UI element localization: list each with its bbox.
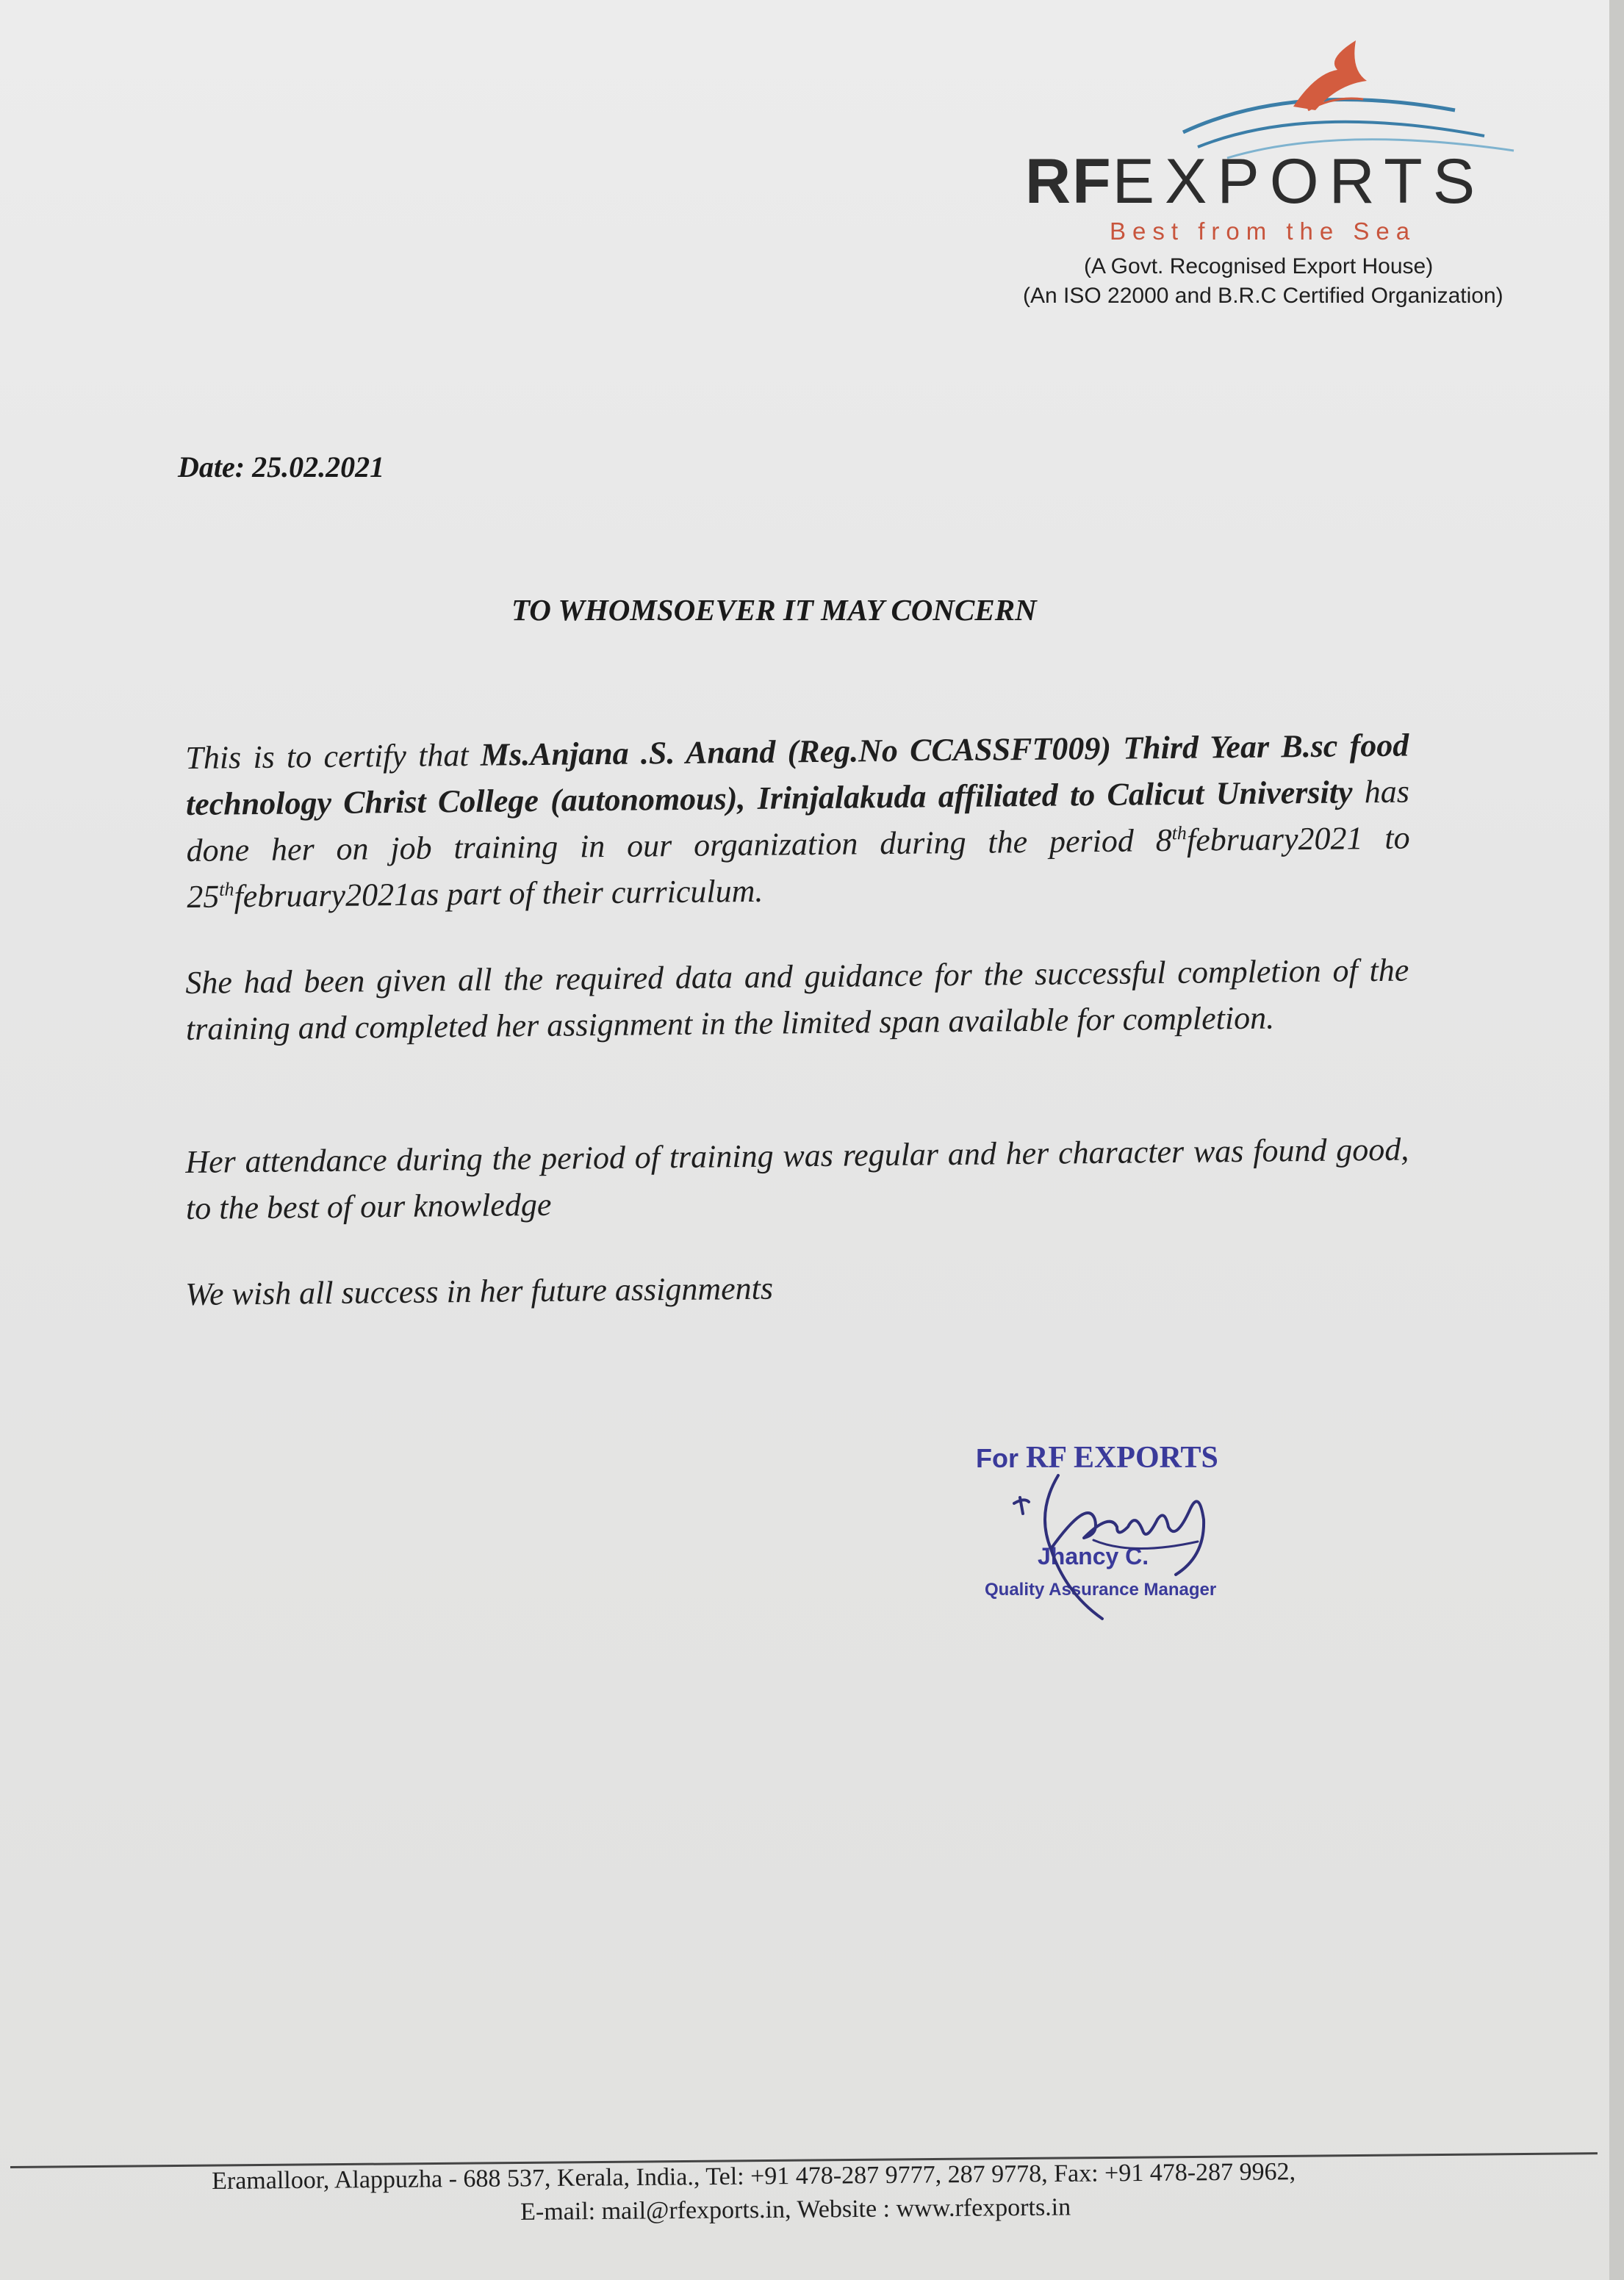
credential-govt: (A Govt. Recognised Export House) (1084, 254, 1434, 278)
attendance-paragraph: Her attendance during the period of training was regular and her character was found good, to the best of our knowledge (185, 1131, 1409, 1226)
brand-exports: EXPORTS (1112, 146, 1486, 217)
stamp-signatory-name: Jhancy C. (1038, 1543, 1149, 1569)
letter-date: Date: 25.02.2021 (178, 450, 385, 483)
certification-paragraph (185, 722, 1411, 920)
p1-sup2: th (219, 878, 234, 900)
p1-mid2: february2021 to 25 (187, 819, 1410, 915)
bird-over-waves-logo-icon (1073, 29, 1528, 162)
closing-paragraph: We wish all success in her future assignments (185, 1270, 774, 1312)
credential-iso: (An ISO 22000 and B.R.C Certified Organization) (1023, 284, 1503, 308)
student-details: Ms.Anjana .S. Anand (Reg.No CCASSFT009) Third Year B.sc food technology Christ College (autonomous), Irinjalakuda affiliated to Calicut University (185, 727, 1409, 822)
footer-address: Eramalloor, Alappuzha - 688 537, Kerala, India., Tel: +91 478-287 9777, 287 9778, Fax: +91 478-287 9962, (212, 2158, 1296, 2195)
brand-rf: RF (1025, 146, 1113, 217)
stamp-signatory-role: Quality Assurance Manager (985, 1580, 1217, 1600)
stamp-for-label: For (976, 1443, 1018, 1473)
p1-mid: has done her on job training in our organization during the period 8 (186, 773, 1410, 869)
p1-end: february2021as part of their curriculum. (234, 872, 764, 915)
p1-intro: This is to certify that (185, 736, 481, 776)
guidance-paragraph: She had been given all the required data and guidance for the successful completion of the training and completed her assignment in the limited span available for completion. (185, 952, 1409, 1047)
page-edge-strip (1609, 0, 1624, 2280)
letter-subject: TO WHOMSOEVER IT MAY CONCERN (511, 593, 1037, 627)
company-brand (1025, 145, 1485, 218)
company-tagline: Best from the Sea (1110, 217, 1417, 245)
footer-contact: E-mail: mail@rfexports.in, Website : www.rfexports.in (520, 2193, 1071, 2226)
handwritten-signature-icon (1007, 1468, 1235, 1630)
stamp-company: RF EXPORTS (1026, 1441, 1218, 1475)
p1-sup1: th (1171, 822, 1188, 844)
